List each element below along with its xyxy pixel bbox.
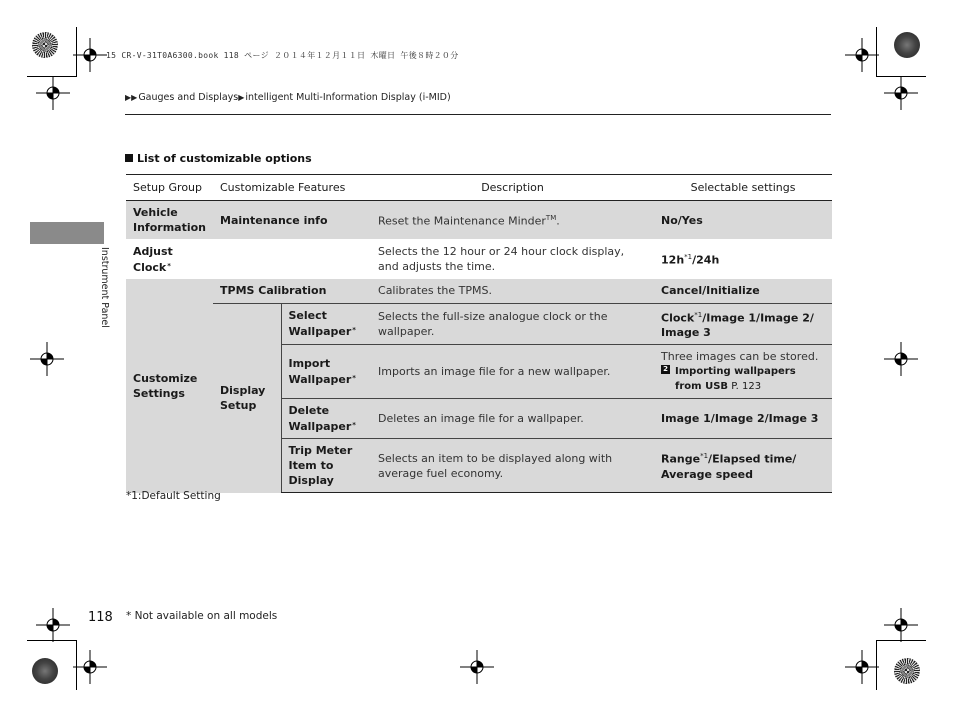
setting-range: Range (661, 452, 701, 466)
header-description: Description (371, 175, 654, 201)
crosshair-icon (884, 76, 918, 110)
description-cell: Deletes an image file for a wallpaper. (371, 399, 654, 439)
feature-delete-wallpaper (281, 399, 371, 439)
table-row (126, 239, 832, 279)
customizable-options-table (126, 174, 832, 493)
settings-cell (654, 345, 832, 399)
settings-cell (654, 439, 832, 493)
asterisk-mark: * (352, 421, 356, 430)
crosshair-icon (460, 650, 494, 684)
group-label: Adjust Clock (133, 244, 173, 274)
crosshair-icon (73, 650, 107, 684)
square-bullet-icon (125, 154, 133, 162)
setting-24h: /24h (692, 253, 720, 267)
breadcrumb-gauges-link[interactable]: Gauges and Displays (138, 92, 239, 103)
page-number: 118 (88, 610, 113, 625)
asterisk-mark: * (352, 326, 356, 335)
crosshair-icon (73, 38, 107, 72)
feature-maintenance-info: Maintenance info (213, 201, 371, 240)
crosshair-icon (884, 608, 918, 642)
settings-text: Three images can be stored. (661, 350, 819, 364)
feature-label: Import Wallpaper (288, 357, 352, 387)
description-cell: Calibrates the TPMS. (371, 279, 654, 303)
header-rule (125, 114, 831, 115)
breadcrumb-arrow-icon: ▶▶ (125, 93, 138, 102)
reference-arrow-icon: 2 (661, 365, 670, 374)
reference-text: Importing wallpapers from USB (675, 366, 796, 393)
crosshair-icon (36, 608, 70, 642)
default-marker: *1 (694, 310, 703, 319)
print-meta-line: 15 CR-V-31T0A6300.book 118 ページ ２０１４年１２月１１日 木曜日 午後８時２０分 (106, 51, 459, 60)
table-row (126, 279, 832, 303)
setting-elapsed-average: /Elapsed time/ Average speed (661, 452, 797, 481)
feature-tpms-calibration: TPMS Calibration (213, 279, 371, 303)
asterisk-mark: * (352, 374, 356, 383)
crosshair-icon (30, 342, 64, 376)
group-vehicle-information: Vehicle Information (126, 201, 213, 240)
list-title (125, 152, 312, 165)
setting-clock: Clock (661, 311, 695, 325)
default-setting-footnote: *1:Default Setting (126, 490, 221, 502)
description-cell: Imports an image file for a new wallpaper. (371, 345, 654, 399)
registration-disc-bottom-left (32, 658, 58, 684)
chapter-side-label: Instrument Panel (99, 247, 110, 328)
setting-images: /Image 1/Image 2/ Image 3 (661, 311, 814, 340)
registration-disc-bottom-right (894, 658, 920, 684)
registration-disc-top-left (32, 32, 58, 58)
description-cell: Selects the full-size analogue clock or the wallpaper. (371, 303, 654, 345)
description-text: Reset the Maintenance Minder (378, 214, 546, 228)
feature-select-wallpaper (281, 303, 371, 345)
settings-cell (654, 239, 832, 279)
default-marker: *1 (684, 253, 693, 262)
crosshair-icon (845, 650, 879, 684)
display-setup-label: Display Setup (213, 303, 281, 493)
table-header-row (126, 175, 832, 201)
crosshair-icon (845, 38, 879, 72)
cross-reference-link[interactable] (661, 364, 825, 394)
feature-trip-meter: Trip Meter Item to Display (281, 439, 371, 493)
setting-12h: 12h (661, 253, 685, 267)
group-adjust-clock (126, 239, 213, 279)
feature-import-wallpaper (281, 345, 371, 399)
breadcrumb (125, 92, 451, 103)
trademark-sup: TM (545, 214, 557, 223)
breadcrumb-separator-icon: ▶ (238, 93, 245, 102)
asterisk-mark: * (167, 261, 171, 270)
table-row (126, 303, 832, 345)
header-selectable-settings: Selectable settings (654, 175, 832, 201)
feature-label: Select Wallpaper (288, 309, 352, 339)
table-row (126, 201, 832, 240)
default-marker: *1 (700, 452, 709, 461)
crosshair-icon (884, 342, 918, 376)
settings-cell (654, 303, 832, 345)
feature-empty-cell (213, 239, 371, 279)
header-setup-group: Setup Group (126, 175, 213, 201)
settings-cell: No/Yes (654, 201, 832, 240)
settings-cell: Image 1/Image 2/Image 3 (654, 399, 832, 439)
description-cell (371, 201, 654, 240)
registration-disc-top-right (894, 32, 920, 58)
list-title-text: List of customizable options (137, 152, 312, 165)
breadcrumb-imid-link[interactable]: intelligent Multi-Information Display (i-MID) (245, 92, 451, 103)
availability-footnote: * Not available on all models (126, 610, 278, 622)
feature-label: Delete Wallpaper (288, 404, 352, 434)
description-period: . (556, 214, 560, 228)
description-cell: Selects the 12 hour or 24 hour clock display, and adjusts the time. (371, 239, 654, 279)
crosshair-icon (36, 76, 70, 110)
group-customize-settings: Customize Settings (126, 279, 213, 493)
section-tab-marker (30, 222, 104, 244)
reference-page: P. 123 (728, 381, 762, 393)
description-cell: Selects an item to be displayed along with average fuel economy. (371, 439, 654, 493)
settings-cell: Cancel/Initialize (654, 279, 832, 303)
header-customizable-features: Customizable Features (213, 175, 371, 201)
